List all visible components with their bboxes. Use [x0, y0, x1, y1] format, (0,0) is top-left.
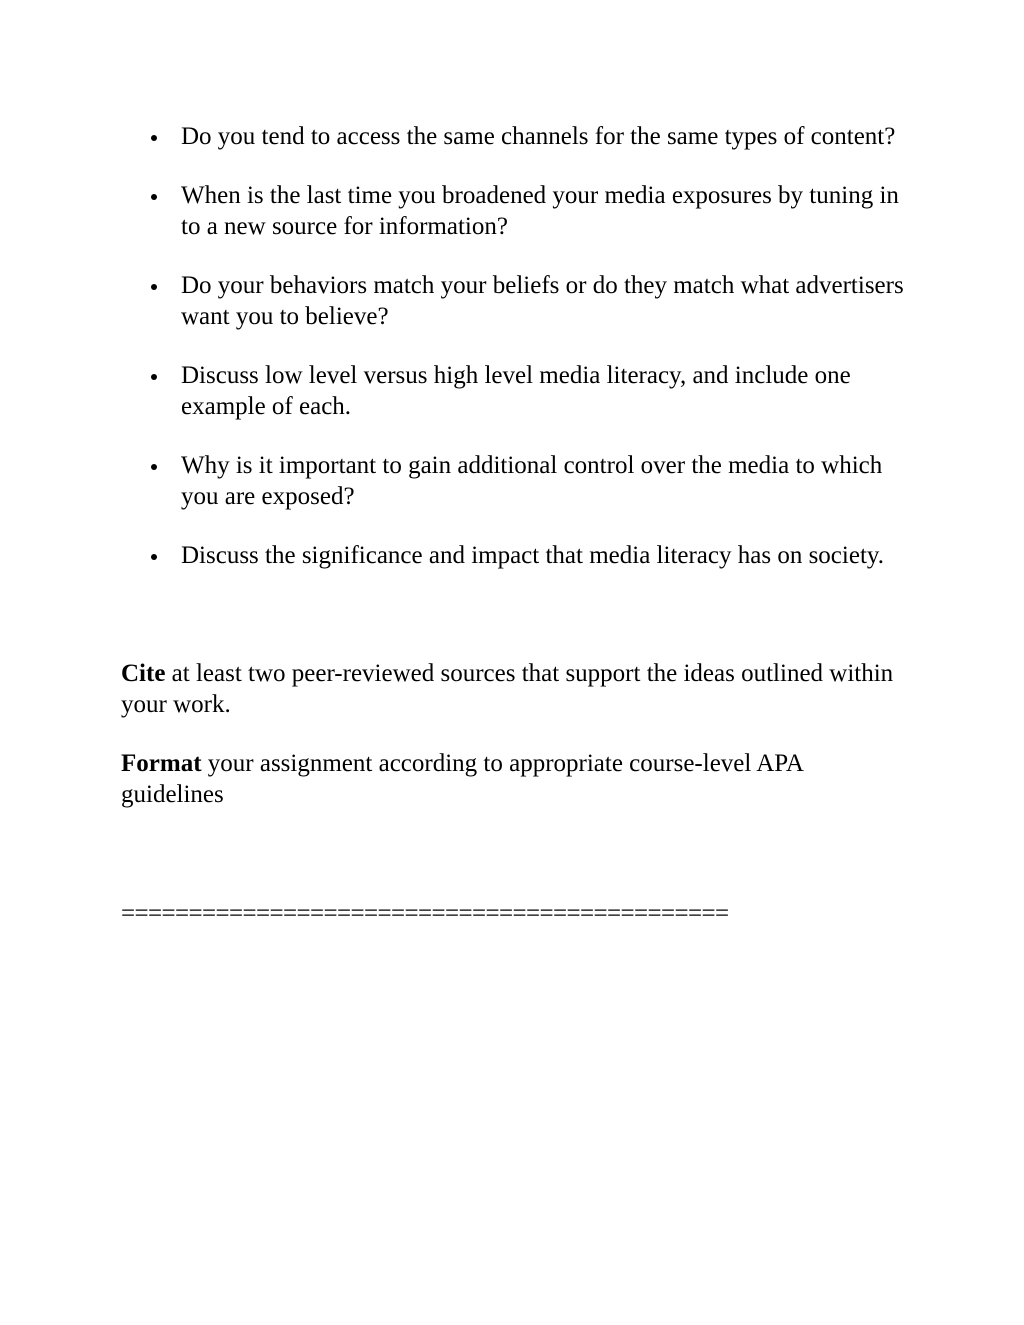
list-item: [121, 270, 911, 332]
format-keyword: Format: [121, 750, 202, 777]
format-text: your assignment according to appropriate course-level APA guidelines: [121, 750, 803, 808]
list-item: [121, 180, 911, 242]
cite-paragraph: [121, 658, 911, 720]
cite-text: at least two peer-reviewed sources that support the ideas outlined within your work.: [121, 660, 894, 718]
bullet-icon: [151, 374, 157, 380]
bullet-icon: [151, 135, 157, 141]
bullet-icon: [151, 554, 157, 560]
question-list: [121, 121, 911, 599]
bullet-icon: [151, 284, 157, 290]
list-item-text: Discuss low level versus high level media literacy, and include one example of each.: [181, 362, 851, 420]
list-item: [121, 360, 911, 422]
separator-line: =============================================: [121, 900, 729, 927]
cite-keyword: Cite: [121, 660, 166, 687]
format-paragraph: [121, 748, 911, 810]
list-item-text: When is the last time you broadened your media exposures by tuning in to a new source for information?: [181, 182, 899, 240]
list-item: [121, 540, 911, 571]
list-item-text: Do your behaviors match your beliefs or do they match what advertisers want you to believe?: [181, 272, 904, 330]
bullet-icon: [151, 464, 157, 470]
list-item: [121, 450, 911, 512]
bullet-icon: [151, 194, 157, 200]
list-item-text: Do you tend to access the same channels for the same types of content?: [181, 123, 896, 150]
list-item-text: Discuss the significance and impact that media literacy has on society.: [181, 542, 885, 569]
list-item-text: Why is it important to gain additional control over the media to which you are exposed?: [181, 452, 883, 510]
list-item: [121, 121, 911, 152]
